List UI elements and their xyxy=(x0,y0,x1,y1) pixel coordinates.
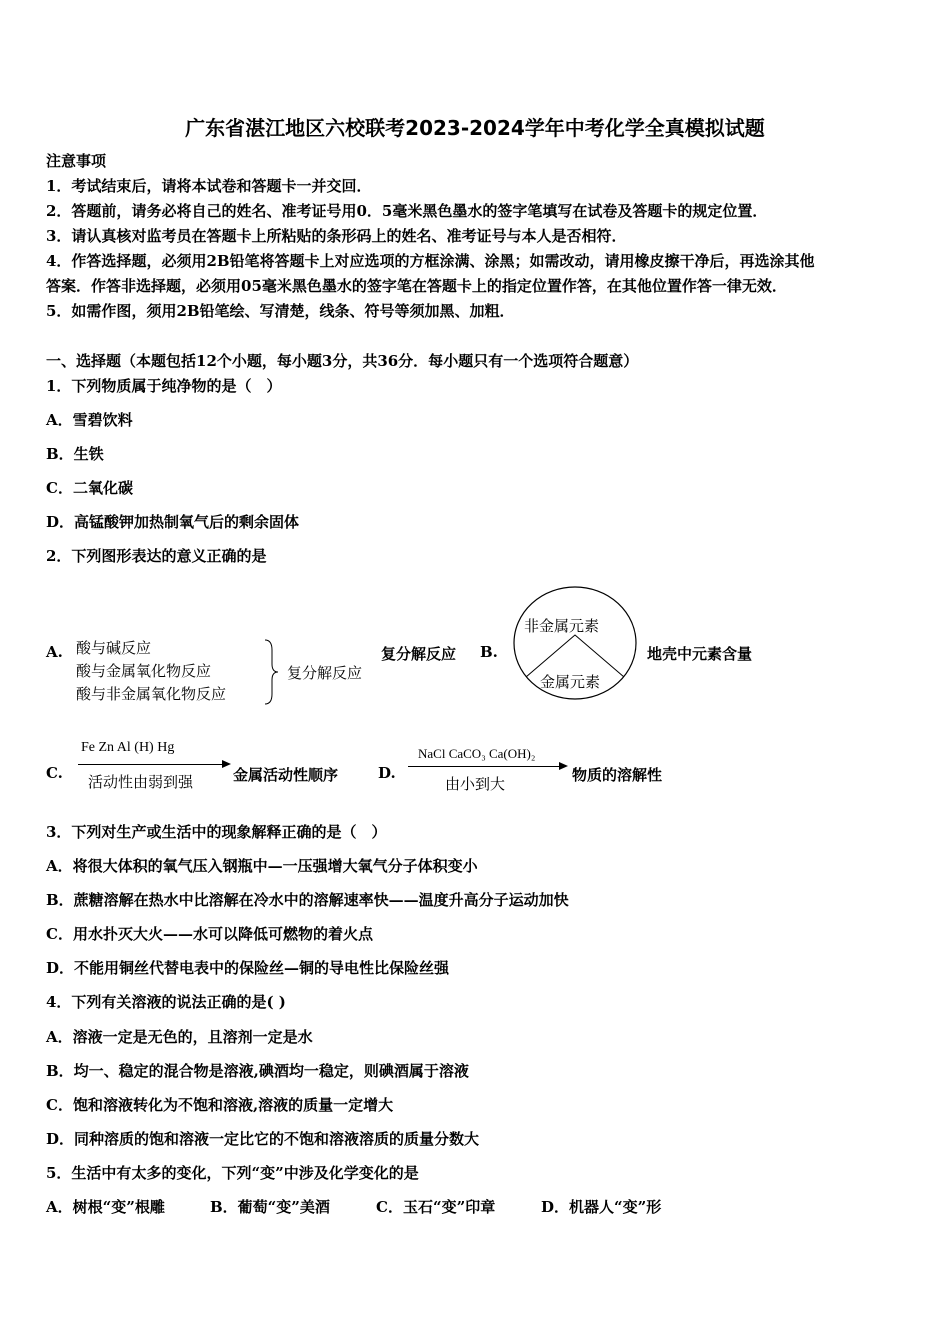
notice-item: 1．考试结束后，请将本试卷和答题卡一并交回． xyxy=(46,177,372,195)
option: B．葡萄“变”美酒 xyxy=(210,1198,330,1216)
option: D．高锰酸钾加热制氧气后的剩余固体 xyxy=(46,513,300,531)
notice-item: 4．作答选择题，必须用2B铅笔将答题卡上对应选项的方框涂满、涂黑；如需改动，请用橡皮擦干净后，再选涂其他 xyxy=(46,252,815,270)
option-d-caption: 物质的溶解性 xyxy=(572,766,663,784)
arrow-icon xyxy=(408,766,560,767)
option-c-caption: 金属活动性顺序 xyxy=(233,766,339,784)
option: B．生铁 xyxy=(46,445,104,463)
option: D．机器人“变”形 xyxy=(541,1198,662,1216)
notice-item: 答案．作答非选择题，必须用05毫米黑色墨水的签字笔在答题卡上的指定位置作答，在其他位置作答一律无效． xyxy=(46,277,787,295)
option: B．蔗糖溶解在热水中比溶解在冷水中的溶解速率快——温度升高分子运动加快 xyxy=(46,891,569,909)
brace-text: 复分解反应 xyxy=(287,664,363,682)
option: B．均一、稳定的混合物是溶液,碘酒均一稳定，则碘酒属于溶液 xyxy=(46,1062,469,1080)
page-title: 广东省湛江地区六校联考2023-2024学年中考化学全真模拟试题 xyxy=(185,116,765,140)
nonmetal-label: 非金属元素 xyxy=(524,617,600,635)
metal-label: 金属元素 xyxy=(540,673,601,691)
question-4-stem: 4．下列有关溶液的说法正确的是( ) xyxy=(46,993,286,1011)
option: A．树根“变”根雕 xyxy=(46,1198,165,1216)
option: D．同种溶质的饱和溶液一定比它的不饱和溶液溶质的质量分数大 xyxy=(46,1130,480,1148)
notice-item: 5．如需作图，须用2B铅笔绘、写清楚，线条、符号等须加黑、加粗． xyxy=(46,302,515,320)
option-c-label: C. xyxy=(46,764,63,782)
list-line: 酸与非金属氧化物反应 xyxy=(76,685,227,703)
option: A．雪碧饮料 xyxy=(46,411,133,429)
question-5-stem: 5．生活中有太多的变化，下列“变”中涉及化学变化的是 xyxy=(46,1164,419,1182)
question-3-stem: 3．下列对生产或生活中的现象解释正确的是（ ） xyxy=(46,823,387,841)
option: D．不能用铜丝代替电表中的保险丝—铜的导电性比保险丝强 xyxy=(46,959,450,977)
list-line: 酸与碱反应 xyxy=(76,639,152,657)
solubility-text: 由小到大 xyxy=(445,775,506,793)
metal-series: Fe Zn Al (H) Hg xyxy=(81,740,175,755)
option: C．饱和溶液转化为不饱和溶液,溶液的质量一定增大 xyxy=(46,1096,394,1114)
option-a-caption: 复分解反应 xyxy=(381,645,457,663)
brace-icon xyxy=(262,638,282,706)
question-1-stem: 1．下列物质属于纯净物的是（ ） xyxy=(46,377,282,395)
notice-item: 2．答题前，请务必将自己的姓名、准考证号用0．5毫米黑色墨水的签字笔填写在试卷及答题卡的规定位置． xyxy=(46,202,768,220)
option: C．用水扑灭大火——水可以降低可燃物的着火点 xyxy=(46,925,373,943)
option: C．二氧化碳 xyxy=(46,479,133,497)
option-b-caption: 地壳中元素含量 xyxy=(647,645,753,663)
option: C．玉石“变”印章 xyxy=(376,1198,496,1216)
notice-heading: 注意事项 xyxy=(46,152,107,170)
notice-item: 3．请认真核对监考员在答题卡上所粘贴的条形码上的姓名、准考证号与本人是否相符． xyxy=(46,227,627,245)
option-a-list xyxy=(76,637,226,706)
option: A．溶液一定是无色的，且溶剂一定是水 xyxy=(46,1028,313,1046)
activity-text: 活动性由弱到强 xyxy=(88,773,194,791)
list-line: 酸与金属氧化物反应 xyxy=(76,662,212,680)
arrow-icon xyxy=(78,764,223,765)
question-2-stem: 2．下列图形表达的意义正确的是 xyxy=(46,547,267,565)
option-d-label: D. xyxy=(378,764,396,782)
compound-series: NaCl CaCO₃ Ca(OH)₂ xyxy=(418,746,536,761)
option: A．将很大体积的氧气压入钢瓶中—一压强增大氧气分子体积变小 xyxy=(46,857,478,875)
option-b-label: B. xyxy=(480,643,498,661)
option-a-label: A. xyxy=(46,643,63,661)
section-heading: 一、选择题（本题包括12个小题，每小题3分，共36分．每小题只有一个选项符合题意） xyxy=(46,352,639,370)
